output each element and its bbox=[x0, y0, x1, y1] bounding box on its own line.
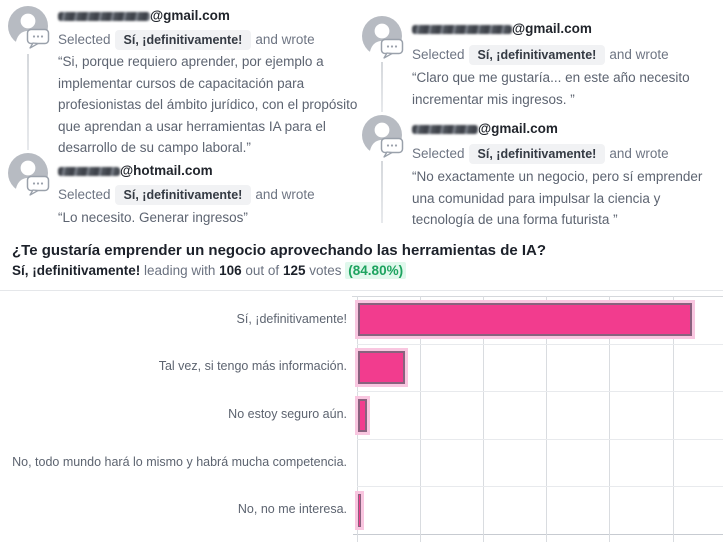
selected-line: Selected Sí, ¡definitivamente! and wrote bbox=[412, 144, 669, 164]
redacted-username bbox=[412, 125, 478, 134]
bar bbox=[358, 303, 692, 336]
poll-results-bar-chart bbox=[0, 296, 723, 542]
thread-line bbox=[381, 62, 383, 112]
selected-line: Selected Sí, ¡definitivamente! and wrote bbox=[58, 30, 315, 50]
redacted-username bbox=[58, 167, 120, 176]
choice-badge: Sí, ¡definitivamente! bbox=[115, 30, 252, 50]
chart-category-label: No, no me interesa. bbox=[237, 502, 347, 516]
commenter-email: @hotmail.com bbox=[58, 163, 213, 178]
bar bbox=[358, 351, 405, 384]
selected-line: Selected Sí, ¡definitivamente! and wrote bbox=[58, 185, 315, 205]
redacted-username bbox=[58, 12, 150, 21]
bar bbox=[358, 399, 367, 432]
choice-badge: Sí, ¡definitivamente! bbox=[469, 144, 606, 164]
leading-percentage: (84.80%) bbox=[345, 262, 406, 279]
commenter-email: @gmail.com bbox=[412, 121, 558, 136]
choice-badge: Sí, ¡definitivamente! bbox=[469, 45, 606, 65]
chart-row-separator bbox=[357, 391, 723, 392]
comment-quote: “No exactamente un negocio, pero sí emprender una comunidad para impulsar la ciencia y tecnología de una forma futurista ” bbox=[412, 169, 703, 227]
chart-x-axis-line bbox=[353, 534, 723, 535]
leading-votes-count: 106 bbox=[219, 263, 242, 278]
chart-category-label: No, todo mundo hará lo mismo y habrá mucha competencia. bbox=[12, 455, 347, 469]
comment-quote: “Si, porque requiero aprender, por ejemplo a implementar cursos de capacitación para profesionistas del ámbito jurídico, con el propósito que aprendan a usar herramientas IA para el desarrollo de su campo laboral.” bbox=[58, 54, 358, 155]
chart-row-separator bbox=[357, 439, 723, 440]
selected-line: Selected Sí, ¡definitivamente! and wrote bbox=[412, 45, 669, 65]
poll-leading-stats: Sí, ¡definitivamente! leading with 106 out of 125 votes (84.80%) bbox=[12, 263, 406, 278]
comment-bubble-icon bbox=[380, 38, 406, 60]
comment-bubble-icon bbox=[26, 28, 52, 50]
chart-top-border bbox=[352, 296, 723, 297]
section-divider bbox=[0, 290, 723, 291]
total-votes-count: 125 bbox=[282, 263, 306, 278]
thread-line bbox=[27, 54, 29, 150]
commenter-email: @gmail.com bbox=[58, 8, 230, 23]
chart-category-label: No estoy seguro aún. bbox=[228, 407, 347, 421]
choice-badge: Sí, ¡definitivamente! bbox=[115, 185, 252, 205]
comment-bubble-icon bbox=[26, 175, 52, 197]
bar bbox=[358, 494, 361, 527]
chart-category-label: Sí, ¡definitivamente! bbox=[236, 312, 347, 326]
leading-option-text: Sí, ¡definitivamente! bbox=[12, 263, 141, 278]
comment-bubble-icon bbox=[380, 137, 406, 159]
thread-line bbox=[381, 161, 383, 223]
chart-row-separator bbox=[357, 344, 723, 345]
comment-quote: “Lo necesito. Generar ingresos” bbox=[58, 210, 248, 225]
poll-question-title: ¿Te gustaría emprender un negocio aprovechando las herramientas de IA? bbox=[12, 242, 547, 259]
commenter-email: @gmail.com bbox=[412, 21, 592, 36]
chart-row-separator bbox=[357, 486, 723, 487]
comment-quote: “Claro que me gustaría... en este año necesito incrementar mis ingresos. ” bbox=[412, 70, 690, 107]
chart-category-label: Tal vez, si tengo más información. bbox=[158, 359, 347, 373]
redacted-username bbox=[412, 25, 512, 34]
